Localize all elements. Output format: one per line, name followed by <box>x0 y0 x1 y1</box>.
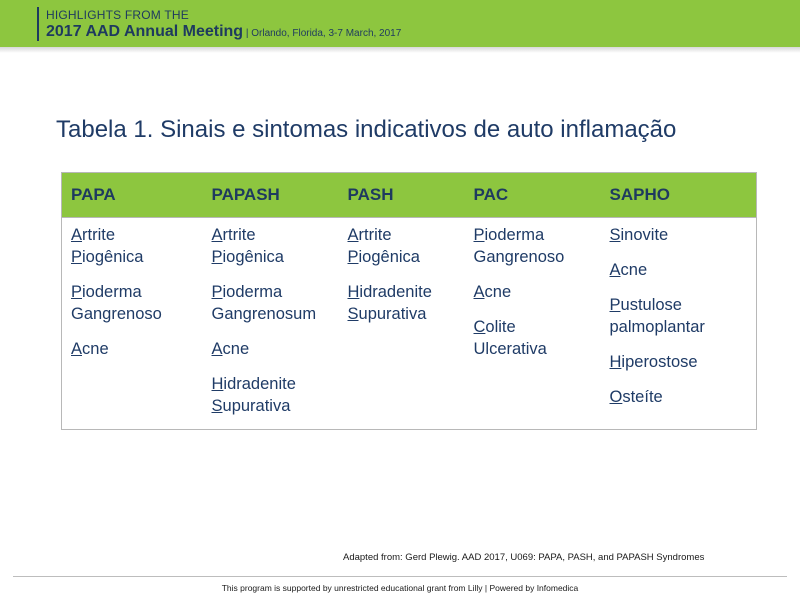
initial-letter: S <box>211 397 223 415</box>
symptom-item <box>474 316 601 360</box>
symptom-line <box>474 338 601 360</box>
word-rest: palmoplantar <box>609 318 705 336</box>
initial-letter: A <box>609 261 621 279</box>
symptom-line <box>212 246 339 268</box>
word-rest: cne <box>620 261 648 279</box>
symptom-item <box>610 259 757 281</box>
initial-letter: A <box>71 340 83 358</box>
initial-letter: A <box>211 226 223 244</box>
symptom-item <box>610 294 757 338</box>
word-rest: rtrite <box>222 226 256 244</box>
initial-letter: H <box>211 375 224 393</box>
symptom-line <box>212 338 339 360</box>
symptom-line <box>71 224 203 246</box>
initial-letter: P <box>71 248 83 266</box>
word-rest: iperostose <box>621 353 698 371</box>
word-rest: iogênica <box>222 248 284 266</box>
symptom-item <box>212 338 339 360</box>
symptom-line <box>212 395 339 417</box>
symptoms-table <box>61 172 757 430</box>
word-rest: ioderma <box>222 283 283 301</box>
column-header: PAPA <box>62 173 203 218</box>
symptom-line <box>212 303 339 325</box>
word-rest: upurativa <box>222 397 291 415</box>
word-rest: Gangrenosum <box>211 305 317 323</box>
footer-text: This program is supported by unrestricted educational grant from Lilly | Powered by Infomedica <box>221 583 579 593</box>
initial-letter: A <box>71 226 83 244</box>
banner-shadow <box>0 47 800 53</box>
initial-letter: P <box>71 283 83 301</box>
banner-tagline: HIGHLIGHTS FROM THE <box>46 8 189 22</box>
symptom-item <box>212 281 339 325</box>
initial-letter: A <box>211 340 223 358</box>
meeting-location: | Orlando, Florida, 3-7 March, 2017 <box>243 28 402 39</box>
word-rest: ioderma <box>82 283 142 301</box>
word-rest: iogênica <box>82 248 144 266</box>
table-cell <box>203 218 339 430</box>
symptom-line <box>474 316 601 338</box>
word-rest: upurativa <box>358 305 427 323</box>
word-rest: rtrite <box>82 226 116 244</box>
symptom-item <box>71 338 203 360</box>
column-header: PAC <box>465 173 601 218</box>
symptom-line <box>71 246 203 268</box>
word-rest: ustulose <box>620 296 682 314</box>
table-row <box>62 218 757 430</box>
word-rest: Gangrenoso <box>473 248 565 266</box>
symptom-item <box>212 373 339 417</box>
symptom-line <box>610 316 757 338</box>
symptom-item <box>71 224 203 268</box>
table-cell <box>465 218 601 430</box>
word-rest: cne <box>82 340 109 358</box>
banner-meeting <box>46 23 401 41</box>
initial-letter: P <box>211 248 223 266</box>
meeting-name: 2017 AAD Annual Meeting <box>46 23 244 40</box>
page-title: Tabela 1. Sinais e sintomas indicativos de auto inflamação <box>56 116 677 143</box>
initial-letter: H <box>347 283 360 301</box>
symptom-line <box>348 224 465 246</box>
initial-letter: P <box>473 226 485 244</box>
symptom-line <box>610 386 757 408</box>
symptom-line <box>212 224 339 246</box>
symptom-item <box>610 224 757 246</box>
initial-letter: A <box>473 283 485 301</box>
symptom-line <box>212 373 339 395</box>
initial-letter: S <box>347 305 359 323</box>
word-rest: idradenite <box>359 283 432 301</box>
footer-divider <box>13 576 787 577</box>
source-citation: Adapted from: Gerd Plewig. AAD 2017, U069: PAPA, PASH, and PAPASH Syndromes <box>343 552 705 563</box>
symptom-line <box>474 224 601 246</box>
symptom-item <box>212 224 339 268</box>
symptom-line <box>610 224 757 246</box>
initial-letter: P <box>609 296 621 314</box>
column-header: PASH <box>339 173 465 218</box>
initial-letter: S <box>609 226 621 244</box>
table-cell <box>339 218 465 430</box>
word-rest: inovite <box>620 226 669 244</box>
word-rest: ioderma <box>484 226 545 244</box>
table-cell <box>601 218 757 430</box>
column-header: PAPASH <box>203 173 339 218</box>
symptom-item <box>610 351 757 373</box>
symptom-line <box>348 246 465 268</box>
initial-letter: C <box>473 318 486 336</box>
word-rest: cne <box>222 340 250 358</box>
word-rest: Ulcerativa <box>473 340 547 358</box>
initial-letter: H <box>609 353 622 371</box>
word-rest: olite <box>485 318 516 336</box>
symptom-item <box>474 281 601 303</box>
symptom-item <box>348 224 465 268</box>
word-rest: rtrite <box>358 226 392 244</box>
symptom-line <box>71 281 203 303</box>
symptom-item <box>610 386 757 408</box>
word-rest: iogênica <box>358 248 420 266</box>
symptom-line <box>610 351 757 373</box>
table-cell <box>62 218 203 430</box>
symptom-line <box>474 281 601 303</box>
word-rest: steíte <box>622 388 663 406</box>
symptom-line <box>474 246 601 268</box>
symptom-line <box>610 259 757 281</box>
initial-letter: P <box>347 248 359 266</box>
symptom-line <box>71 338 203 360</box>
symptom-item <box>348 281 465 325</box>
symptom-item <box>474 224 601 268</box>
table-header-row <box>62 173 757 218</box>
symptom-line <box>212 281 339 303</box>
symptom-line <box>610 294 757 316</box>
column-header: SAPHO <box>601 173 757 218</box>
header-banner <box>0 0 800 47</box>
word-rest: idradenite <box>223 375 296 393</box>
word-rest: Gangrenoso <box>71 305 162 323</box>
symptom-line <box>71 303 203 325</box>
banner-divider <box>37 7 39 41</box>
symptom-line <box>348 303 465 325</box>
symptom-line <box>348 281 465 303</box>
initial-letter: A <box>347 226 359 244</box>
symptom-item <box>71 281 203 325</box>
word-rest: cne <box>484 283 512 301</box>
initial-letter: P <box>211 283 223 301</box>
initial-letter: O <box>609 388 623 406</box>
